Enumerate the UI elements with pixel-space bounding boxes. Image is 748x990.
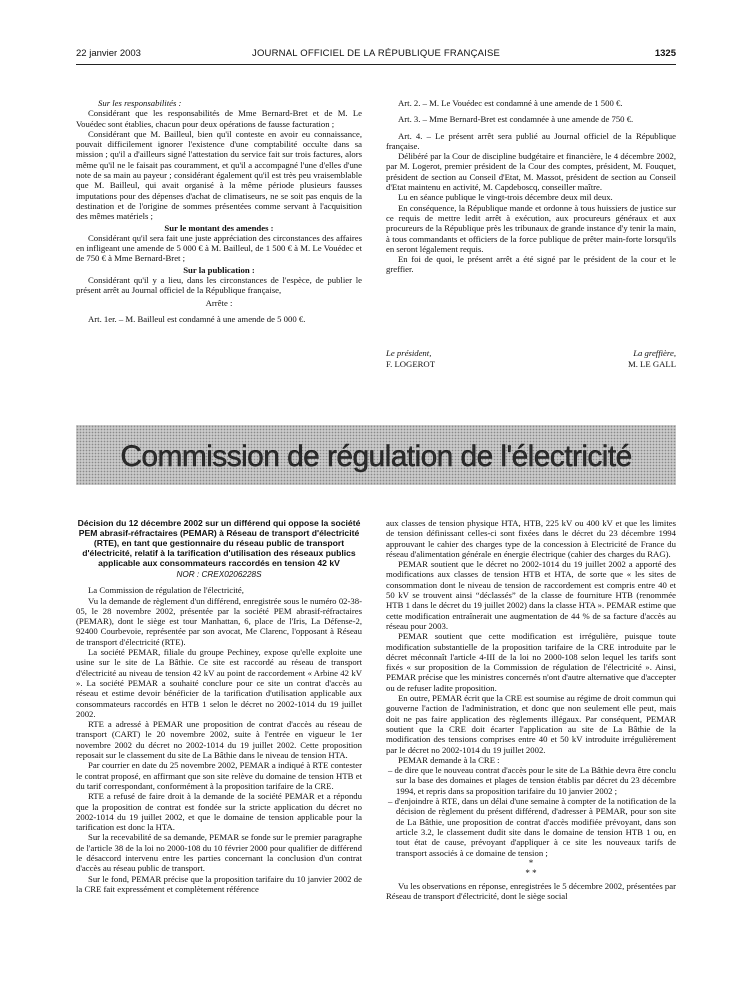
top-left-column [76, 98, 362, 324]
paragraph-bottom-left-3: La société PEMAR, filiale du groupe Pechiney, expose qu'elle exploite une usine sur le site de La Bâthie. Ce site est raccordé au réseau de transport d'électricité au niveau de tension 42 kV au point de raccordement « Arbine 42 kV ». La société PEMAR a souhaité conclure pour ce site un contrat d'accès au réseau et estime devoir bénéficier de la tarification d'utilisation applicable aux consommateurs raccordés en HTB 1 selon le décret no 2002-1014 du 19 juillet 2002. [76, 647, 362, 719]
bottom-left-column [76, 518, 362, 894]
nor-reference [76, 570, 362, 580]
signature-right-role: La greffière, [633, 348, 676, 358]
top-right-column [386, 98, 676, 275]
bottom-left-paragraphs [76, 585, 362, 894]
header-journal-title: JOURNAL OFFICIEL DE LA RÉPUBLIQUE FRANÇAISE [252, 48, 501, 59]
paragraph-top-left-9: Art. 1er. – M. Bailleul est condamné à une amende de 5 000 €. [88, 313, 306, 324]
banner-title: Commission de régulation de l'électricité [120, 440, 632, 473]
paragraph-bottom-left-4: RTE a adressé à PEMAR une proposition de contrat d'accès au réseau de transport (CART) le 20 novembre 2002, suite à l'entrée en vigueur le 1er novembre 2002 du décret no 2002-1014 du 19 juillet 2002. Cette proposition reposait sur le classement du site de La Bâthie dans le niveau de tension HTA. [76, 719, 362, 761]
section-banner [76, 425, 676, 485]
request-list [386, 765, 676, 858]
paragraph-bottom-right-2: PEMAR soutient que le décret no 2002-1014 du 19 juillet 2002 a apporté des modifications aux classes de tension HTB et HTA, de sorte que « les sites de consommation dont le niveau de tension de raccordement est compris entre 40 et 50 kV se trouvent ainsi “déclassés” de la classe de fourniture HTB (renommée HTB 1 dans le décret du 19 juillet 2002) dans la classe HTA ». PEMAR estime que cette modification entraînerait une augmentation de 44 % de sa facture d'accès au réseau pour 2003. [386, 559, 676, 631]
header-date: 22 janvier 2003 [76, 48, 141, 59]
paragraph-top-left-6: Sur la publication : [183, 264, 255, 275]
paragraph-bottom-left-6: RTE a refusé de faire droit à la demande de la société PEMAR et a répondu que la proposition de contrat est fondée sur la stricte application du décret no 2002-1014 du 19 juillet 2002, et que le domaine de tension applicable pour la tarification est donc la HTA. [76, 791, 362, 833]
paragraph-bottom-left-2: Vu la demande de règlement d'un différend, enregistrée sous le numéro 02-38-05, le 28 novembre 2002, présentée par la société PEM abrasif-réfractaires (PEMAR), dont le siège est tour Manhattan, 6, place de l'Iris, La Défense-2, 92400 Courbevoie, représentée par son avocat, Me Clarenc, l'opposant à Réseau de transport d'électricité (RTE). [76, 595, 362, 647]
separator-stars-bottom: * * [525, 867, 537, 878]
paragraph-top-left-2: Considérant que les responsabilités de Mme Bernard-Bret et de M. Le Vouédec sont établies, chacun pour deux opérations de fausse facturation ; [76, 108, 362, 129]
paragraph-top-left-3: Considérant que M. Bailleul, bien qu'il conteste en avoir eu connaissance, pouvait difficilement ignorer l'existence d'une comptabilité occulte dans sa mission ; qu'il a d'ailleurs signé l'attestation du service fait sur trois factures, alors même qu'il ne le faisait pas couramment, et qu'il a accompagné l'une d'elles d'une note de sa main au payeur ; considérant également qu'il est très peu vraisemblable que M. Bailleul, qui avait organisé à la même période plusieurs fausses imputations pour des dépenses d'achat de climatiseurs, ne se soit pas enquis de la destination et de l'origine de sommes présentées comme servant à l'acquisition des mêmes matériels ; [76, 128, 362, 222]
request-item: – d'enjoindre à RTE, dans un délai d'une semaine à compter de la notification de la décision de règlement du présent différend, d'adresser à PEMAR, pour son site de La Bâthie, une proposition de contrat d'accès modifiée prévoyant, dans son article 3.2, le classement dudit site dans le domaine de tension HTB 1 ou, en tout état de cause, prévoyant d'appliquer à ce site les nouveaux tarifs de transport associés à ce domaine de tension ; [388, 796, 676, 858]
paragraph-top-left-5: Considérant qu'il sera fait une juste appréciation des circonstances des affaires en infligeant une amende de 5 000 € à M. Bailleul, de 1 500 € à M. Le Vouédec et de 750 € à Mme Bernard-Bret ; [76, 232, 362, 264]
paragraph-bottom-right-5: PEMAR demande à la CRE : [398, 754, 500, 765]
header-rule [76, 64, 676, 65]
separator-stars-top: * [528, 857, 534, 868]
header-page-number: 1325 [654, 48, 676, 59]
paragraph-top-left-7: Considérant qu'il y a lieu, dans les circonstances de l'espèce, de publier le présent arrêt au Journal officiel de la République française, [76, 275, 362, 296]
paragraph-bottom-left-8: Sur le fond, PEMAR précise que la proposition tarifaire du 10 janvier 2002 de la CRE fait expressément et complètement référence [76, 873, 362, 894]
paragraph-top-right-4: Délibéré par la Cour de discipline budgétaire et financière, le 4 décembre 2002, par M. Logerot, premier président de la Cour des comptes, président, M. Fouquet, président de section au Conseil d'Etat, M. Massot, président de section au Conseil d'Etat maintenu en activité, M. Capdeboscq, conseiller maître. [386, 151, 676, 193]
bottom-right-paragraphs [386, 518, 676, 765]
nor-text: NOR : CREX0206228S [176, 570, 262, 579]
paragraph-observations: Vu les observations en réponse, enregistrées le 5 décembre 2002, présentées par Réseau de transport d'électricité, dont le siège social [386, 880, 676, 902]
page-header [76, 48, 676, 64]
paragraph-top-right-6: En conséquence, la République mande et ordonne à tous huissiers de justice sur ce requis de mettre ledit arrêt à exécution, aux procureurs généraux et aux procureurs de la République près les tribunaux de grande instance d'y tenir la main, à tous commandants et officiers de la force publique de prêter main-forte lorsqu'ils en seront légalement requis. [386, 202, 676, 254]
request-item: – de dire que le nouveau contrat d'accès pour le site de La Bâthie devra être conclu sur la base des domaines et plages de tension établis par décret du 23 décembre 1994, et repris dans sa proposition tarifaire du 10 janvier 2002 ; [388, 765, 676, 796]
paragraph-bottom-right-3: PEMAR soutient que cette modification est irrégulière, puisque toute modification substantielle de la proposition tarifaire de la CRE introduite par le décret méconnaît l'article 4-III de la loi no 2000-108 selon lequel les tarifs sont fixés « sur proposition de la Commission de régulation de l'électricité ». Ainsi, PEMAR précise que les ministres concernés n'ont d'autre alternative que d'accepter ou de refuser ladite proposition. [386, 631, 676, 693]
bottom-right-column [386, 518, 676, 901]
paragraph-bottom-right-4: En outre, PEMAR écrit que la CRE est soumise au régime de droit commun qui gouverne l'action de l'administration, et donc que non seulement elle peut, mais doit ne pas faire application des règlements illégaux. Par conséquent, PEMAR soutient que la CRE doit écarter l'application au site de La Bâthie de la modification des tensions comprises entre 40 et 50 kV introduite irrégulièrement par le décret no 2002-1014 du 19 juillet 2002. [386, 693, 676, 755]
decision-title: Décision du 12 décembre 2002 sur un différend qui oppose la société PEM abrasif-réfractaires (PEMAR) à Réseau de transport d'électricité (RTE), en tant que gestionnaire du réseau public de transport d'électricité, relatif à la tarification d'utilisation des réseaux publics applicable aux consommateurs raccordés en tension 42 kV [77, 518, 361, 568]
paragraph-top-right-5: Lu en séance publique le vingt-trois décembre deux mil deux. [398, 192, 613, 203]
paragraph-bottom-right-1: aux classes de tension physique HTA, HTB, 225 kV ou 400 kV et que les limites de tension définissant celles-ci sont fixées dans le décret du 23 décembre 1994 approuvant le cahier des charges type de la concession à Electricité de France du réseau d'alimentation générale en énergie électrique (cahier des charges du RAG). [386, 518, 676, 559]
signature-right-name: M. LE GALL [627, 359, 676, 369]
paragraph-top-left-1: Sur les responsabilités : [98, 98, 182, 108]
paragraph-bottom-left-7: Sur la recevabilité de sa demande, PEMAR se fonde sur le premier paragraphe de l'article 38 de la loi no 2000-108 du 10 février 2000 pour qualifier de différend le désaccord intervenu entre les parties concernant la conclusion d'un contrat d'accès au réseau public de transport. [76, 832, 362, 874]
signature-block [386, 348, 676, 372]
paragraph-top-left-4: Sur le montant des amendes : [164, 222, 274, 233]
paragraph-bottom-left-5: Par courrier en date du 25 novembre 2002, PEMAR a indiqué à RTE contester le contrat proposé, en affirmant que son site relève du domaine de tension HTB et du tarif correspondant, conformément à la proposition tarifaire de la CRE. [76, 760, 362, 791]
paragraph-top-right-3: Art. 4. – Le présent arrêt sera publié au Journal officiel de la République française. [386, 130, 676, 151]
paragraph-bottom-left-1: La Commission de régulation de l'électricité, [88, 585, 244, 596]
paragraph-top-left-8: Arrête : [205, 297, 233, 308]
signature-left-role: Le président, [386, 348, 432, 358]
paragraph-top-right-1: Art. 2. – M. Le Vouédec est condamné à une amende de 1 500 €. [398, 98, 623, 108]
paragraph-top-right-7: En foi de quoi, le présent arrêt a été signé par le président de la cour et le greffier. [386, 254, 676, 275]
paragraph-top-right-2: Art. 3. – Mme Bernard-Bret est condamnée à une amende de 750 €. [398, 114, 634, 125]
signature-left-name: F. LOGEROT [386, 359, 436, 369]
